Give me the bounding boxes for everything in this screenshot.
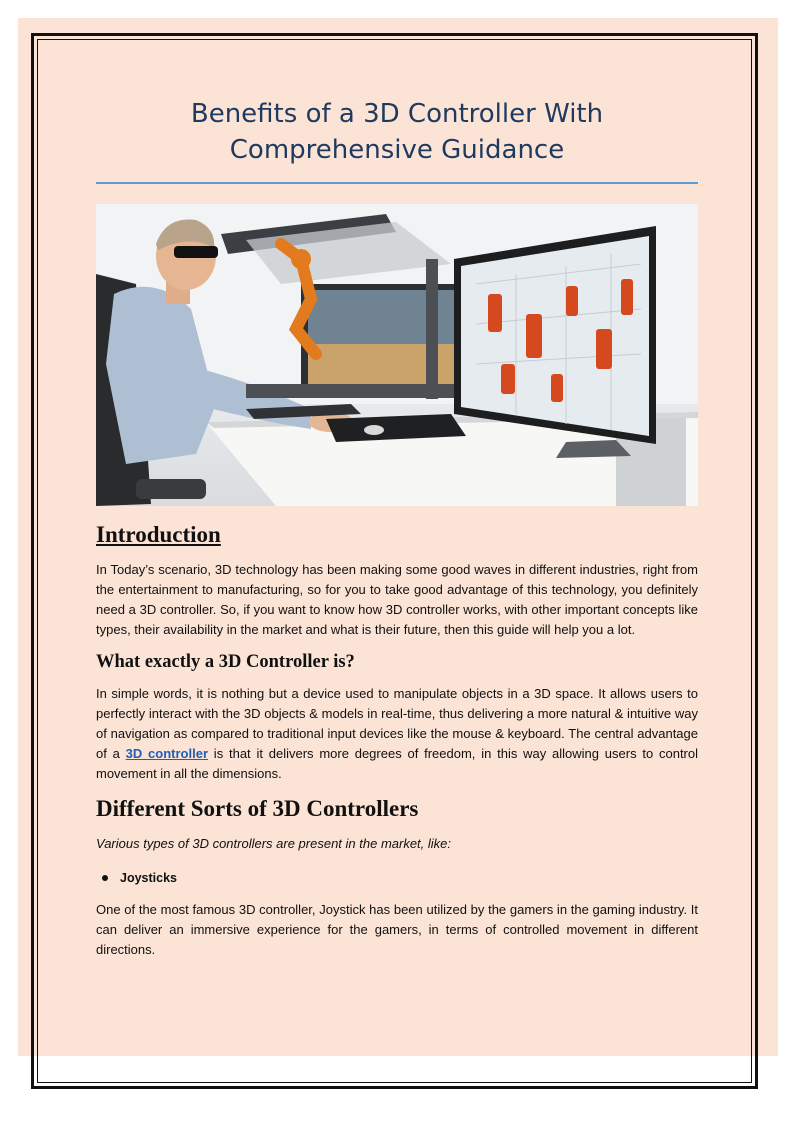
title-divider	[96, 182, 698, 184]
what-is-text-before: In simple words, it is nothing but a device used to manipulate objects in a 3D space. It allows users to perfectly interact with the 3D objects & models in real-time, thus delivering a more natural & intuitive way of navigation as compared to traditional input devices like the mouse & keyboard. The central advantage of a	[96, 685, 698, 761]
what-is-paragraph	[96, 684, 698, 784]
bullet-dot-icon	[102, 875, 108, 881]
hero-image	[96, 204, 698, 506]
introduction-paragraph: In Today’s scenario, 3D technology has been making some good waves in different industries, right from the entertainment to manufacturing, so for you to take good advantage of this technology, you definitely need a 3D controller. So, if you want to know how 3D controller works, with other important concepts like types, their availability in the market and what is their future, then this guide will help you a lot.	[96, 561, 698, 637]
sorts-intro-paragraph: Various types of 3D controllers are present in the market, like:	[96, 835, 452, 851]
person-using-3d-display-workstation-icon	[96, 204, 698, 506]
title-line-2: Comprehensive Guidance	[229, 135, 565, 165]
bullet-label: Joysticks	[120, 870, 177, 885]
what-is-heading: What exactly a 3D Controller is?	[96, 651, 355, 672]
document-content	[96, 96, 698, 970]
bullet-item-joysticks	[96, 868, 698, 888]
what-is-text-after: is that it delivers more degrees of freedom, in this way allowing users to control movement in all the dimensions.	[96, 745, 699, 781]
document-title	[96, 96, 698, 168]
title-line-1: Benefits of a 3D Controller With	[190, 99, 604, 129]
introduction-heading: Introduction	[96, 521, 221, 547]
joystick-paragraph: One of the most famous 3D controller, Joystick has been utilized by the gamers in the gaming industry. It can deliver an immersive experience for the gamers, in terms of controlled movement in different directions.	[96, 901, 698, 957]
3d-controller-link[interactable]: 3D controller	[125, 745, 209, 761]
different-sorts-heading: Different Sorts of 3D Controllers	[96, 795, 419, 821]
